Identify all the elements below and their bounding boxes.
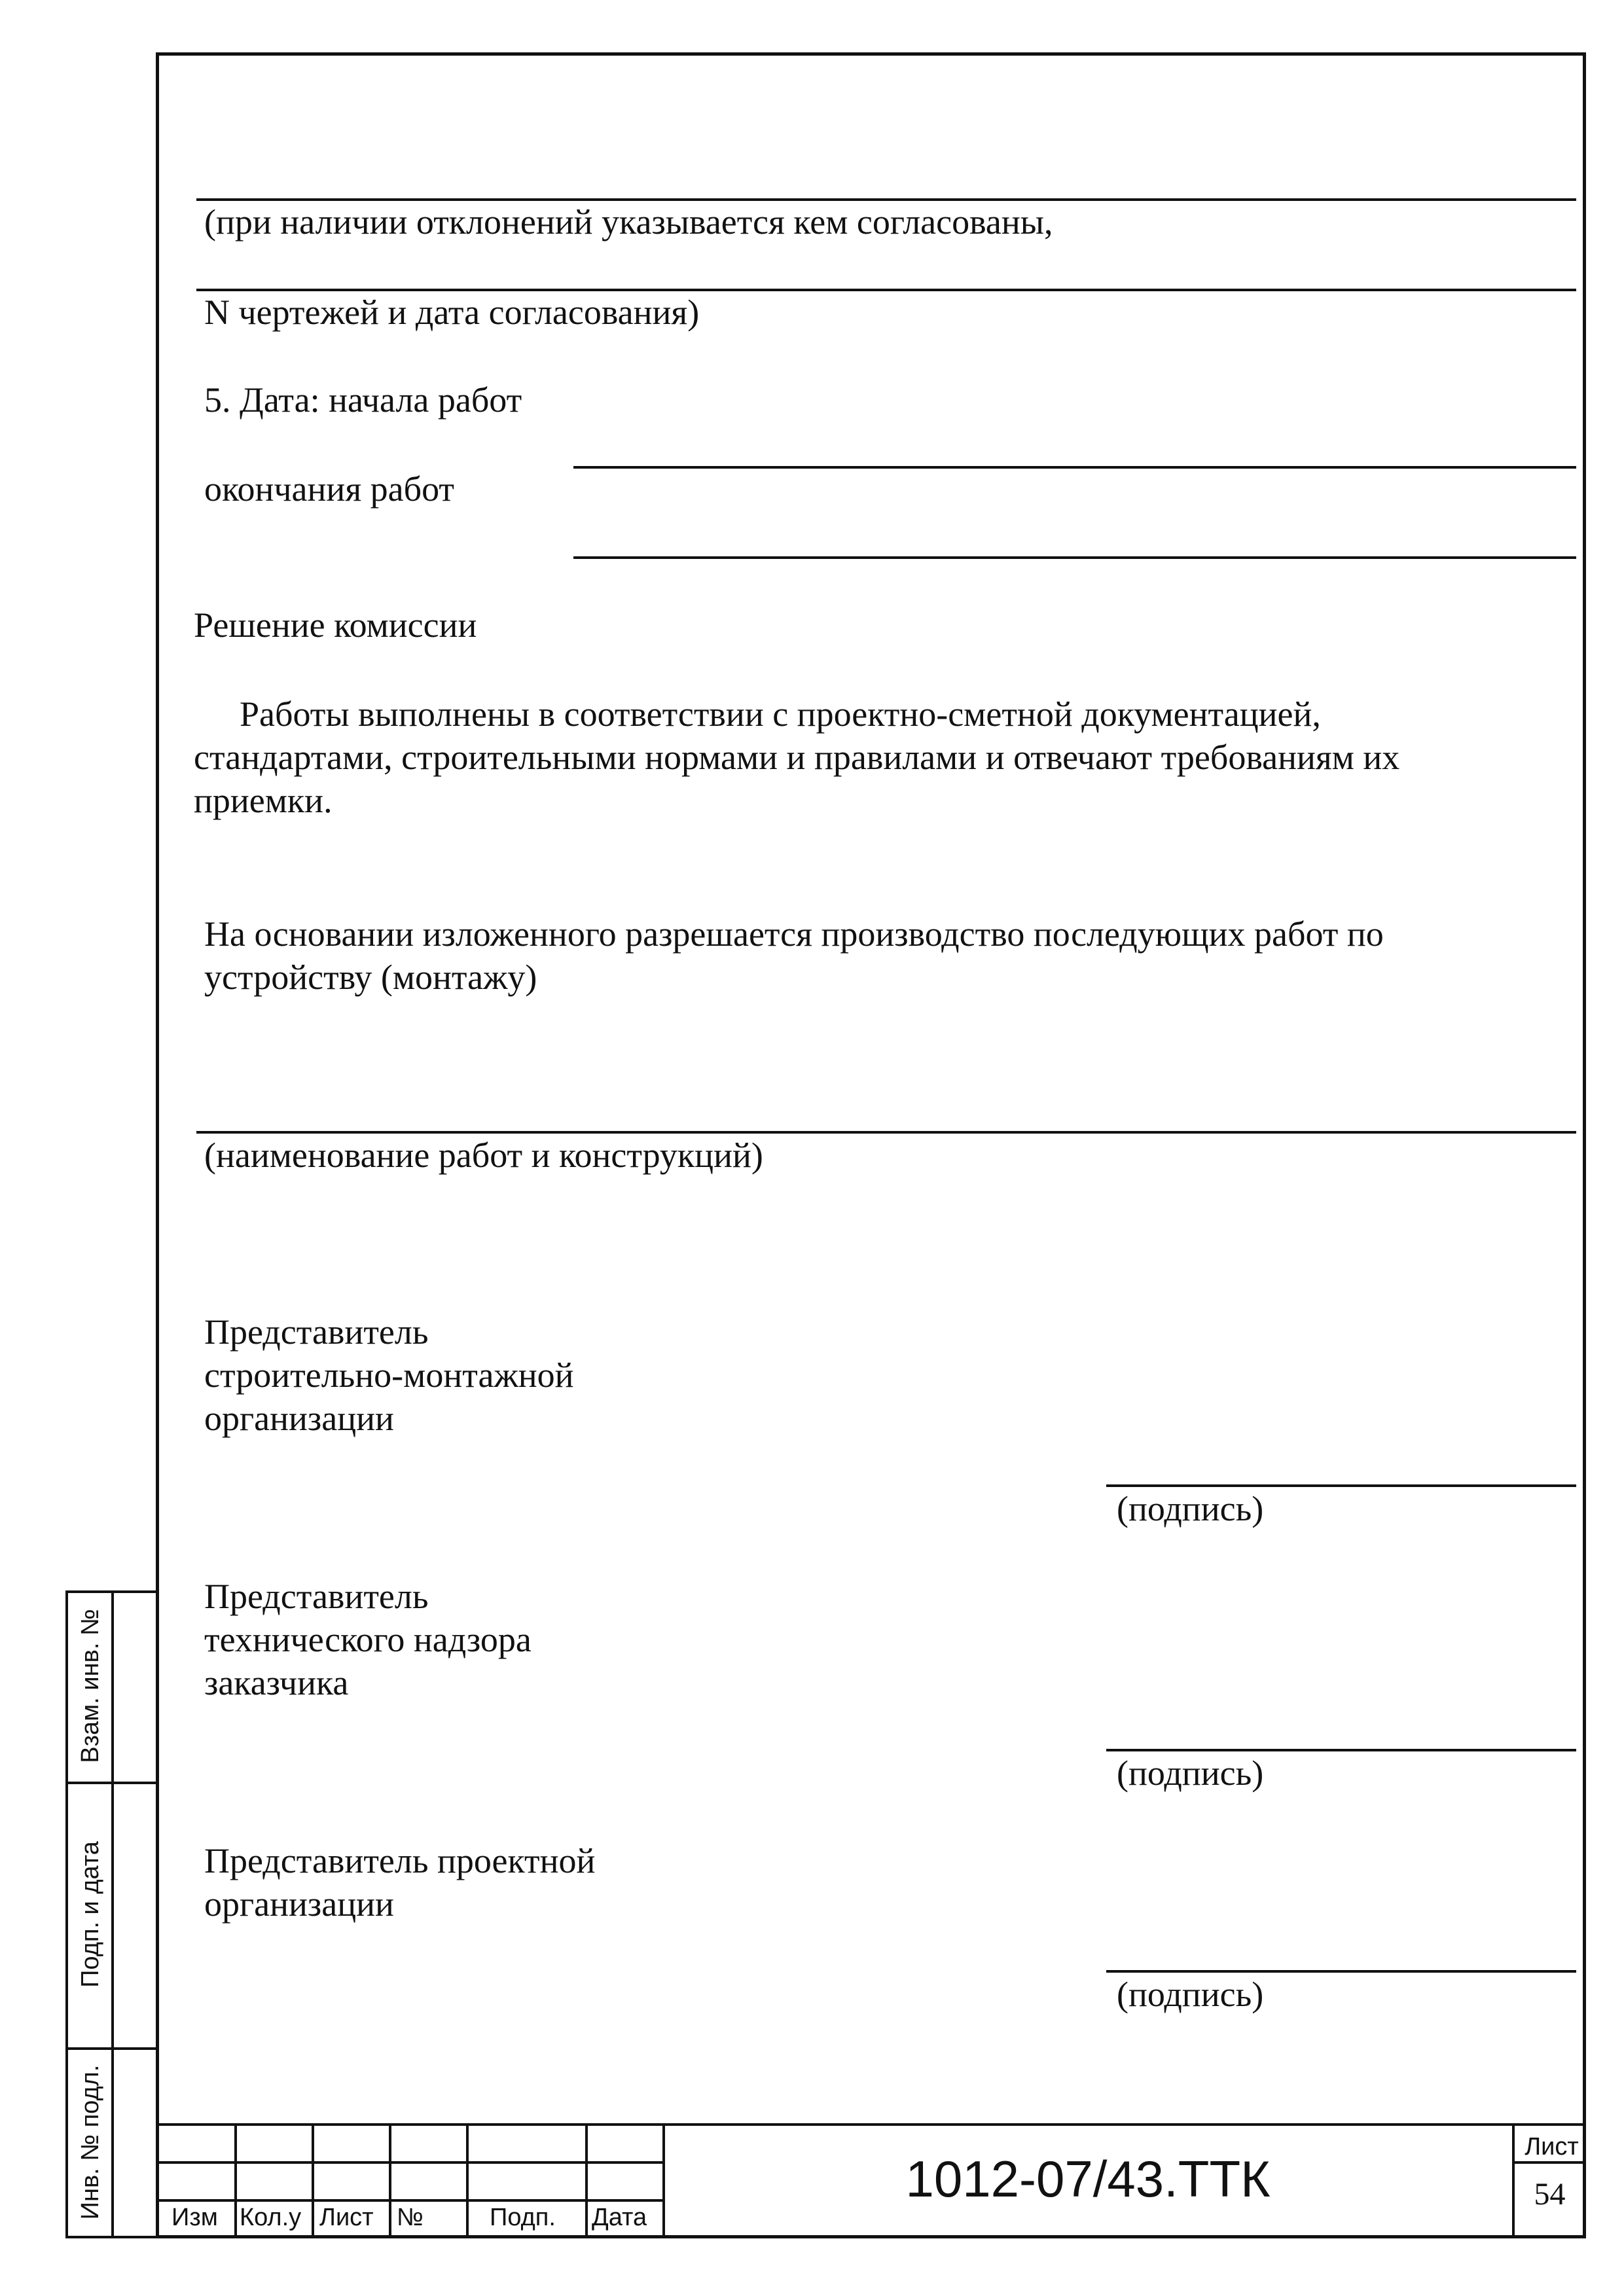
end-date-label: окончания работ (204, 469, 454, 509)
col-number: № (397, 2204, 424, 2231)
works-caption: (наименование работ и конструкций) (204, 1136, 763, 1175)
col-podp: Подп. (490, 2204, 556, 2231)
start-date-label: 5. Дата: начала работ (204, 380, 522, 420)
sheet-number: 54 (1534, 2177, 1566, 2212)
title-col-4 (466, 2123, 469, 2238)
sheet-label: Лист (1525, 2133, 1579, 2161)
col-kol-u: Кол.у (240, 2204, 302, 2231)
permission-text-1: На основании изложенного разрешается производство последующих работ по (204, 914, 1384, 954)
deviation-note-1: (при наличии отклонений указывается кем согласованы, (204, 202, 1053, 242)
signature-caption-1: (подпись) (1117, 1489, 1264, 1528)
vzam-inv-label: Взам. инв. № (77, 1609, 104, 1763)
end-date-line (573, 556, 1576, 559)
signatory-1-line-1: Представитель (204, 1312, 429, 1352)
side-stamp-divider (111, 1590, 114, 2238)
start-date-line (573, 466, 1576, 469)
signatory-3-line-2: организации (204, 1884, 394, 1924)
permission-text-2: устройству (монтажу) (204, 958, 537, 997)
signatory-2-line-3: заказчика (204, 1663, 349, 1702)
title-block-top (156, 2123, 1586, 2126)
inv-podl-label: Инв. № подл. (77, 2064, 104, 2220)
col-data: Дата (592, 2204, 647, 2231)
signatory-1-line-2: строительно-монтажной (204, 1355, 574, 1395)
title-col-1 (234, 2123, 237, 2238)
col-izm: Изм (171, 2204, 218, 2231)
document-code: 1012-07/43.ТТК (905, 2150, 1271, 2208)
title-col-2 (312, 2123, 314, 2238)
sheet-cell-divider (1513, 2161, 1586, 2164)
col-list: Лист (319, 2204, 374, 2231)
signatory-1-line-3: организации (204, 1399, 394, 1438)
decision-heading: Решение комиссии (194, 605, 477, 645)
title-col-5 (585, 2123, 588, 2238)
signatory-2-line-1: Представитель (204, 1577, 429, 1616)
podp-data-label: Подп. и дата (77, 1841, 104, 1988)
title-col-3 (389, 2123, 391, 2238)
deviation-note-2: N чертежей и дата согласования) (204, 293, 700, 332)
signatory-3-line-1: Представитель проектной (204, 1841, 596, 1880)
decision-text: Работы выполнены в соответствии с проектно-сметной документацией, стандартами, строительными нормами и правилами и отвечают требованиям их приемки. (194, 694, 1400, 820)
signatory-2-line-2: технического надзора (204, 1620, 532, 1659)
signature-caption-2: (подпись) (1117, 1753, 1264, 1793)
signature-caption-3: (подпись) (1117, 1975, 1264, 2014)
